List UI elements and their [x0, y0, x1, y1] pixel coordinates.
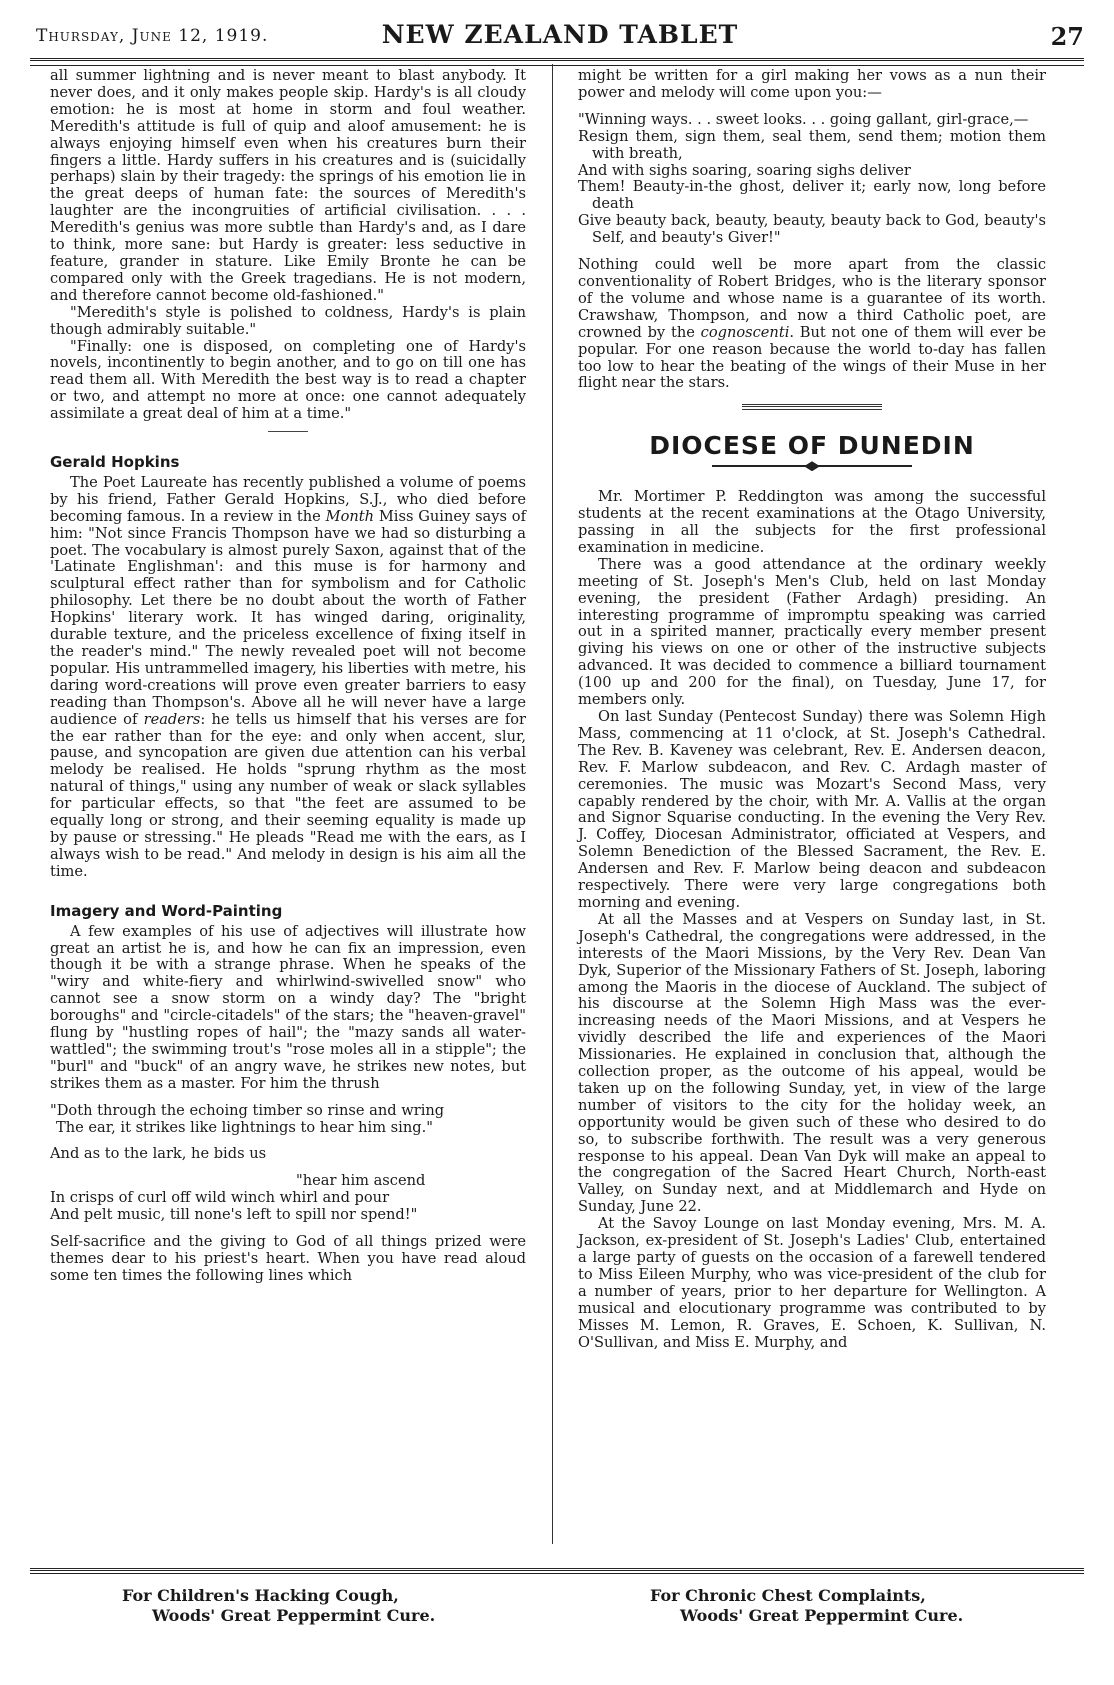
paragraph: There was a good attendance at the ordinary weekly meeting of St. Joseph's Men's Club, held on last Monday evening, the president (Father Ardagh) presiding. An interesting programme of impromptu speaking was carried out in a spirited manner, practically every member present giving his views on one or other of the instructive subjects advanced. It was decided to commence a billiard tournament (100 up and 200 for the final), on Tuesday, June 17, for members only.: [578, 555, 1046, 709]
paragraph: On last Sunday (Pentecost Sunday) there was Solemn High Mass, commencing at 11 o'clock, at St. Joseph's Cathedral. The Rev. B. Kaveney was celebrant, Rev. E. Andersen deacon, Rev. F. Marlow subdeacon, and Rev. C. Ardagh master of ceremonies. The music was Mozart's Second Mass, very capably rendered by the choir, with Mr. A. Vallis at the organ and Signor Squarise conducting. In the evening the Very Rev. J. Coffey, Diocesan Administrator, officiated at Vespers, and Solemn Benediction of the Blessed Sacrament, the Rev. E. Andersen and Rev. F. Marlow being deacon and subdeacon respectively. There were very large congregations both morning and evening.: [578, 708, 1046, 911]
paragraph: And as to the lark, he bids us: [50, 1145, 267, 1163]
paragraph: Nothing could well be more apart from the classic conventionality of Robert Bridges, who is the literary sponsor of the volume and whose name is a guarantee of its worth. Crawshaw, Thompson, and now a third Catholic poet, are crowned by the cognoscenti. But not one of them will ever be popular. For one reason because the world to-day has fallen too low to hear the beating of the wings of their Muse in her flight near the stars.: [578, 256, 1046, 392]
advert-line: For Chronic Chest Complaints,: [650, 1586, 926, 1605]
issue-date: Thursday, June 12, 1919.: [36, 26, 269, 46]
paragraph: At all the Masses and at Vespers on Sunday last, in St. Joseph's Cathedral, the congregations were addressed, in the interests of the Maori Missions, by the Very Rev. Dean Van Dyk, Superior of the Missionary Fathers of St. Joseph, laboring among the Maoris in the diocese of Auckland. The subject of his discourse at the Solemn High Mass was the ever-increasing needs of the Maori Missions, and at Vespers he vividly described the life and experiences of the Maori Missionaries. He explained in conclusion that, although the collection proper, as the outcome of his appeal, would be taken up on the following Sunday, yet, in view of the large number of visitors to the city for the holiday week, an opportunity would be given such of these who desired to do so, to subscribe forthwith. The result was a very generous response to his appeal. Dean Van Dyk will make an appeal to the congregation of the Sacred Heart Church, North-east Valley, on Sunday next, and at Middlemarch and Hyde on Sunday, June 22.: [578, 910, 1046, 1216]
advert-left: [122, 1586, 435, 1626]
paragraph: Self-sacrifice and the giving to God of all things prized were themes dear to his priest's heart. When you have read aloud some ten times the following lines which: [50, 1233, 526, 1284]
section-rule: [742, 404, 882, 410]
page-header: [36, 18, 1084, 56]
poem-line: And with sighs soaring, soaring sighs deliver: [578, 161, 911, 179]
advert-right: [650, 1586, 963, 1626]
poem-line: In crisps of curl off wild winch whirl and pour: [50, 1189, 390, 1207]
poem-line: "Doth through the echoing timber so rinse and wring: [50, 1101, 445, 1119]
quotation: [50, 1103, 526, 1137]
left-column: [50, 68, 526, 1285]
divider: [268, 431, 308, 432]
subheading-gerald-hopkins: Gerald Hopkins: [50, 453, 180, 472]
poem-line: Give beauty back, beauty, beauty, beauty back to God, beauty's Self, and beauty's Giver!": [578, 212, 1046, 247]
header-rule: [30, 58, 1084, 66]
paragraph: "Meredith's style is polished to coldness, Hardy's is plain though admirably suitable.": [50, 303, 526, 338]
masthead-title: NEW ZEALAND TABLET: [381, 20, 739, 49]
paragraph: all summer lightning and is never meant to blast anybody. It never does, and it only makes people skip. Hardy's is all cloudy emotion: he is most at home in storm and foul weather. Meredith's attitude is full of quip and aloof amusement: he is always enjoying himself even when his creatures burn their fingers a little. Hardy suffers in his creatures and is (suicidally perhaps) slain by their tragedy: the springs of his emotion lie in the great deeps of human fate: the sources of Meredith's laughter are the incongruities of artificial civilisation. . . . Meredith's genius was more subtle than Hardy's and, as I dare to think, more sane: but Hardy is greater: less seductive in feature, grander in stature. Like Emily Bronte he can be compared only with the Greek tragedians. He is not modern, and therefore cannot become old-fashioned.": [50, 67, 526, 304]
section-heading: DIOCESE OF DUNEDIN: [649, 431, 975, 461]
advert-line: Woods' Great Peppermint Cure.: [152, 1606, 436, 1625]
poem-line: And pelt music, till none's left to spill nor spend!": [50, 1206, 418, 1224]
footer-rule: [30, 1568, 1084, 1574]
paragraph: Mr. Mortimer P. Reddington was among the successful students at the recent examinations at the Otago University, passing in all the subjects for the first professional examination in medicine.: [578, 488, 1046, 556]
paragraph: "Finally: one is disposed, on completing one of Hardy's novels, incontinently to begin another, and to go on till one has read them all. With Meredith the best way is to read a chapter or two, and attempt no more at once: one cannot adequately assimilate a great deal of him at a time.": [50, 337, 526, 423]
poem-line: The ear, it strikes like lightnings to hear him sing.": [56, 1118, 433, 1136]
page-number: 27: [1050, 22, 1084, 51]
poem-line: Resign them, sign them, seal them, send them; motion them with breath,: [578, 127, 1046, 162]
poem-line: Them! Beauty-in-the ghost, deliver it; early now, long before death: [578, 178, 1046, 213]
ornament-rule: [712, 461, 912, 471]
right-column: [578, 68, 1046, 1351]
paragraph: At the Savoy Lounge on last Monday evening, Mrs. M. A. Jackson, ex-president of St. Joseph's Ladies' Club, entertained a large party of guests on the occasion of a farewell tendered to Miss Eileen Murphy, who was vice-president of the club for a number of years, prior to her departure for Wellington. A musical and elocutionary programme was contributed to by Misses M. Lemon, R. Graves, E. Schoen, K. Sullivan, N. O'Sullivan, and Miss E. Murphy, and: [578, 1215, 1046, 1351]
quotation: [50, 1173, 526, 1224]
subheading-imagery: Imagery and Word-Painting: [50, 901, 283, 920]
poem-line: "Winning ways. . . sweet looks. . . going gallant, girl-grace,—: [578, 110, 1029, 128]
paragraph: A few examples of his use of adjectives will illustrate how great an artist he is, and how he can fix an impression, even though it be with a strange phrase. When he speaks of the "wiry and white-fiery and whirlwind-swivelled snow" who cannot see a snow storm on a windy day? The "bright boroughs" and "circle-citadels" of the stars; the "heaven-gravel" flung by "hustling ropes of hail"; the "mazy sands all water-wattled"; the swimming trout's "rose moles all in a stipple"; the "burl" and "buck" of an angry wave, he strikes new notes, but strikes them as a master. For him the thrush: [50, 922, 526, 1092]
paragraph: The Poet Laureate has recently published a volume of poems by his friend, Father Gerald Hopkins, S.J., who died before becoming famous. In a review in the Month Miss Guiney says of him: "Not since Francis Thompson have we had so disturbing a poet. The vocabulary is almost purely Saxon, against that of the 'Latinate Englishman': and this muse is for harmony and sculptural effect rather than for symbolism and for Catholic philosophy. Let there be no doubt about the worth of Father Hopkins' literary work. It has winged daring, originality, durable texture, and the priceless excellence of fixing itself in the reader's mind." The newly revealed poet will not become popular. His untrammelled imagery, his liberties with metre, his daring word-creations will prove even greater barriers to easy reading than Thompson's. Above all he will never have a large audience of readers: he tells us himself that his verses are for the ear rather than for the eye: and only when accent, slur, pause, and syncopation are given due attention can his verbal melody be realised. He holds "sprung rhythm as the most natural of things," using any number of weak or slack syllables for particular effects, so that "the feet are assumed to be equally long or strong, and their seeming equality is made up by pause or stressing." He pleads "Read me with the ears, as I always wish to be read." And melody in design is his aim all the time.: [50, 473, 526, 880]
paragraph: might be written for a girl making her vows as a nun their power and melody will come upon you:—: [578, 67, 1046, 101]
column-divider: [552, 64, 553, 1544]
poem: [578, 112, 1046, 247]
poem-line: "hear him ascend: [296, 1172, 426, 1190]
advert-line: Woods' Great Peppermint Cure.: [680, 1606, 964, 1625]
advert-line: For Children's Hacking Cough,: [122, 1586, 399, 1605]
